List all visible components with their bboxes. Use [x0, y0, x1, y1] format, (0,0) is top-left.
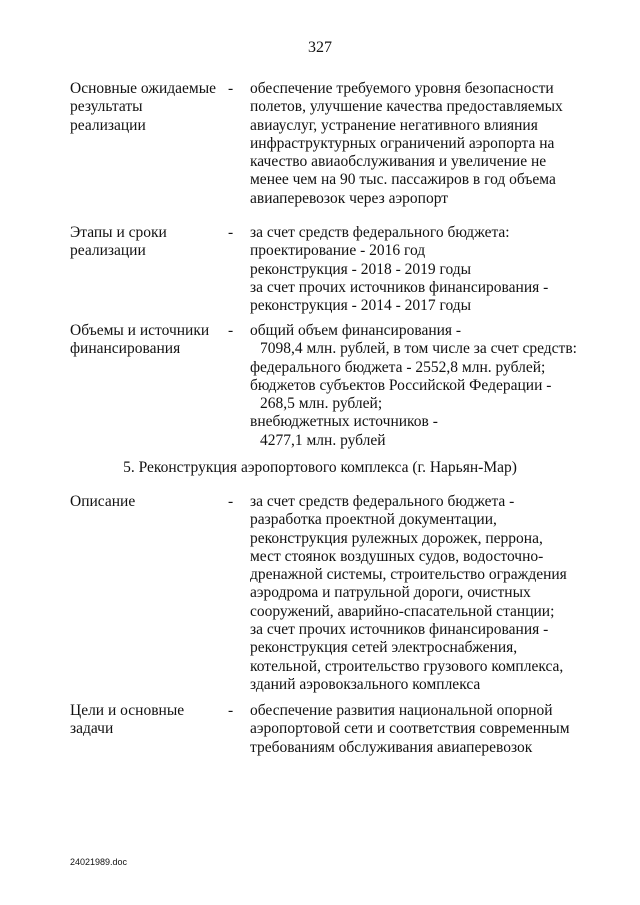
content-line: дренажной системы, строительство ограждения	[250, 566, 567, 584]
content-line: разработка проектной документации,	[250, 511, 497, 529]
content-line: федерального бюджета - 2552,8 млн. рублей;	[250, 358, 546, 376]
content-line: обеспечение развития национальной опорной	[250, 702, 553, 719]
row-dash: -	[228, 322, 234, 339]
content-line: полетов, улучшение качества предоставляемых	[250, 98, 563, 116]
label-line: реализации	[70, 242, 146, 260]
content-line: 4277,1 млн. рублей	[260, 431, 386, 449]
page-number: 327	[308, 39, 332, 56]
row-label	[70, 702, 220, 739]
content-line: авиаперевозок через аэропорт	[250, 189, 449, 207]
content-line: мест стоянок воздушных судов, водосточно-	[250, 547, 544, 565]
content-line: за счет средств федерального бюджета:	[250, 224, 510, 241]
content-line: общий объем финансирования -	[250, 322, 462, 339]
content-line: обеспечение требуемого уровня безопасности	[250, 80, 554, 97]
content-line: менее чем на 90 тыс. пассажиров в год объема	[250, 171, 556, 189]
label-line: реализации	[70, 116, 146, 134]
content-line: сооружений, аварийно-спасательной станции;	[250, 602, 555, 620]
content-line: реконструкция - 2018 - 2019 годы	[250, 260, 472, 278]
content-line: внебюджетных источников -	[250, 413, 438, 431]
row-dash: -	[228, 702, 234, 719]
row-label	[70, 224, 220, 261]
content-line: зданий аэровокзального комплекса	[250, 675, 481, 693]
content-line: котельной, строительство грузового комплекса,	[250, 657, 564, 675]
content-line: за счет средств федерального бюджета -	[250, 493, 515, 510]
label-line: Цели и основные	[70, 702, 185, 719]
row-label	[70, 80, 220, 135]
content-line: 7098,4 млн. рублей, в том числе за счет средств:	[260, 340, 577, 358]
row-content	[250, 80, 580, 208]
label-line: Этапы и сроки	[70, 224, 167, 241]
content-line: авиауслуг, устранение негативного влияния	[250, 116, 538, 134]
content-line: проектирование - 2016 год	[250, 242, 426, 260]
content-line: аэродрома и патрульной дороги, очистных	[250, 584, 531, 602]
label-line: Описание	[70, 493, 136, 510]
content-line: качество авиаобслуживания и увеличение не	[250, 153, 547, 171]
content-line: за счет прочих источников финансирования -	[250, 278, 549, 296]
content-line: аэропортовой сети и соответствия современным	[250, 720, 570, 738]
content-line: требованиям обслуживания авиаперевозок	[250, 738, 533, 756]
row-dash: -	[228, 493, 234, 510]
document-filename-footer: 24021989.doc	[70, 857, 128, 867]
content-line: реконструкция - 2014 - 2017 годы	[250, 297, 472, 315]
content-line: за счет прочих источников финансирования -	[250, 621, 549, 639]
label-line: задачи	[70, 720, 114, 738]
content-line: реконструкция рулежных дорожек, перрона,	[250, 529, 543, 547]
label-line: Объемы и источники	[70, 322, 210, 339]
content-line: 268,5 млн. рублей;	[260, 395, 383, 413]
row-content	[250, 322, 580, 450]
row-label	[70, 493, 220, 511]
content-line: инфраструктурных ограничений аэропорта на	[250, 134, 555, 152]
content-line: бюджетов субъектов Российской Федерации -	[250, 376, 552, 394]
section-heading: 5. Реконструкция аэропортового комплекса (г. Нарьян-Мар)	[123, 459, 517, 476]
label-line: финансирования	[70, 340, 181, 358]
row-label	[70, 322, 220, 359]
row-content	[250, 702, 580, 757]
row-dash: -	[228, 80, 234, 97]
label-line: Основные ожидаемые	[70, 80, 217, 97]
content-line: реконструкция сетей электроснабжения,	[250, 639, 518, 657]
label-line: результаты	[70, 98, 143, 116]
row-content	[250, 224, 580, 315]
row-dash: -	[228, 224, 234, 241]
row-content	[250, 493, 580, 694]
